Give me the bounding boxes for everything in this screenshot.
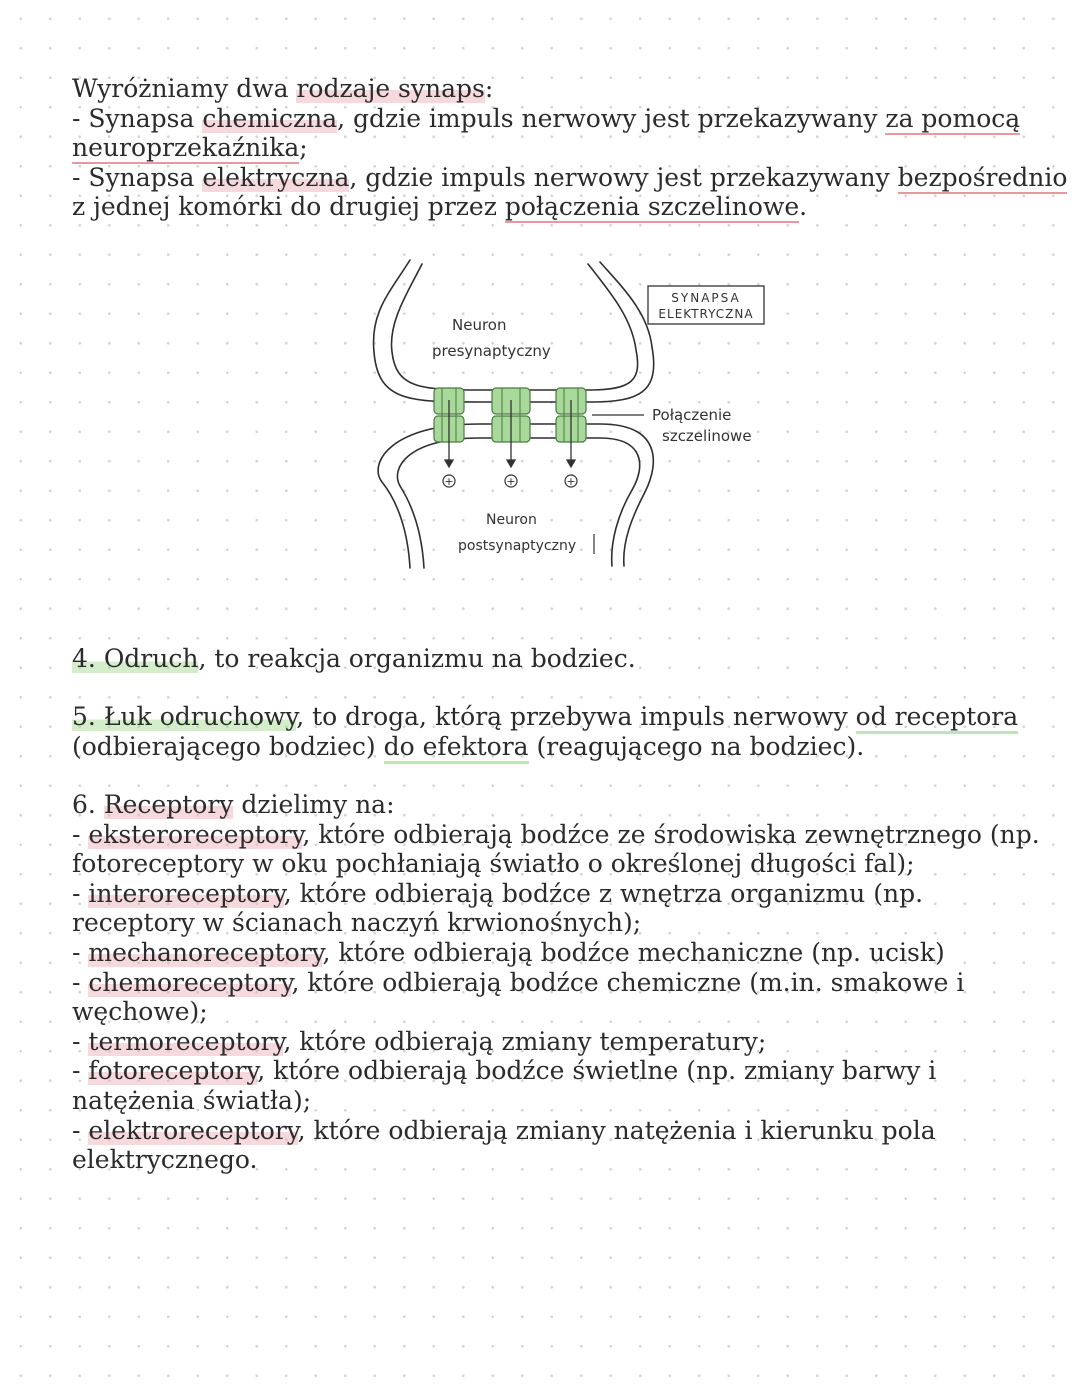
postsynaptic-label: postsynaptyczny [458,538,577,554]
highlight: elektroreceptory [88,1115,298,1145]
text: - Synapsa [72,103,203,133]
text: (odbierającego bodziec) [72,731,384,761]
underline: bezpośrednio [897,162,1068,192]
gap-junction-channels [434,388,586,442]
item-6 [72,790,1040,1175]
item-line [72,968,1032,998]
highlight: rodzaje synaps [296,74,485,103]
text: dzielimy na: [233,790,395,819]
intro-line [72,104,1032,134]
underline: neuroprzekaźnika [72,133,300,163]
highlight: chemiczna [202,103,338,133]
item-line: węchowe); [72,997,208,1027]
text: , gdzie impuls nerwowy jest przekazywany [349,162,898,192]
text: z jednej komórki do drugiej przez [72,192,505,222]
text: , to reakcja organizmu na bodziec. [198,644,636,673]
highlight: interoreceptory [88,878,284,908]
underline: za pomocą [885,103,1021,133]
text: , to droga, którą przebywa impuls nerwowy [296,702,856,731]
ion-sign: + [444,475,454,488]
text: : [484,74,494,103]
highlight: mechanoreceptory [88,937,323,967]
text: - Synapsa [72,162,203,192]
text: - [72,967,89,997]
item-line [72,644,1032,674]
item-line [72,1027,1032,1057]
ion-sign: + [566,475,576,488]
text: - [72,1026,89,1056]
item-line [72,819,1040,850]
gap-junction-label: Połączenie [652,406,732,424]
item-5 [72,702,1032,761]
gap-junction-label: szczelinowe [662,427,752,445]
text: 4. [72,644,104,673]
item-line [72,790,1032,820]
text: , które odbierają zmiany natężenia i kierunku pola [297,1115,936,1145]
item-line [72,879,1032,909]
item-line: elektrycznego. [72,1145,258,1175]
highlight: Receptory [103,790,234,819]
text: , które odbierają bodźce mechaniczne (np. ucisk) [322,937,945,967]
text: 5. [72,702,104,731]
text: , które odbierają bodźce ze środowiska zewnętrznego (np. [302,819,1040,849]
item-line [72,1056,1032,1086]
text: (reagującego na bodziec). [528,731,865,761]
underline: od receptora [856,702,1019,734]
text: . [799,192,808,222]
highlight: termoreceptory [88,1026,284,1056]
highlight: fotoreceptory [88,1056,258,1086]
highlight: Łuk odruchowy [103,702,297,731]
text: - [72,878,89,908]
text: , które odbierają bodźce świetlne (np. zmiany barwy i [257,1056,937,1086]
electrical-synapse-diagram [360,252,780,572]
intro-line [72,192,1032,222]
text: - [72,1056,89,1086]
text: - [72,937,89,967]
text: , gdzie impuls nerwowy jest przekazywany [337,103,886,133]
highlight: eksteroreceptory [88,819,303,849]
item-line [72,938,1032,968]
item-line: receptory w ścianach naczyń krwionośnych); [72,908,642,938]
text: - [72,819,89,849]
intro-line [72,74,1032,104]
highlight: elektryczna [202,162,350,192]
text: ; [299,133,308,163]
presynaptic-label: Neuron [452,316,507,334]
postsynaptic-label: Neuron [486,512,537,528]
text: , które odbierają zmiany temperatury; [283,1026,767,1056]
presynaptic-membrane-inner [391,264,637,390]
diagram-title: SYNAPSA [671,291,741,305]
diagram-title: ELEKTRYCZNA [658,307,754,321]
presynaptic-membrane-outer [373,260,653,402]
text: , które odbierają bodźce z wnętrza organizmu (np. [283,878,924,908]
text: Wyróżniamy dwa [72,74,297,103]
intro-line [72,162,1068,193]
ion-sign: + [506,475,516,488]
text: , które odbierają bodźce chemiczne (m.in. smakowe i [291,967,965,997]
highlight: chemoreceptory [88,967,292,997]
item-4 [72,644,1032,674]
intro-line [72,133,1032,163]
presynaptic-label: presynaptyczny [432,342,551,360]
underline: do efektora [384,732,529,764]
item-line [72,702,1032,732]
intro-paragraph [72,74,1068,222]
item-line [72,732,1032,762]
highlight: Odruch [103,644,199,673]
item-line: fotoreceptory w oku pochłaniają światło o określonej długości fal); [72,849,915,879]
text: 6. [72,790,104,819]
underline: połączenia szczelinowe [504,192,800,222]
item-line: natężenia światła); [72,1085,312,1115]
text: - [72,1115,89,1145]
item-line [72,1116,1032,1146]
positive-ions [443,475,577,488]
